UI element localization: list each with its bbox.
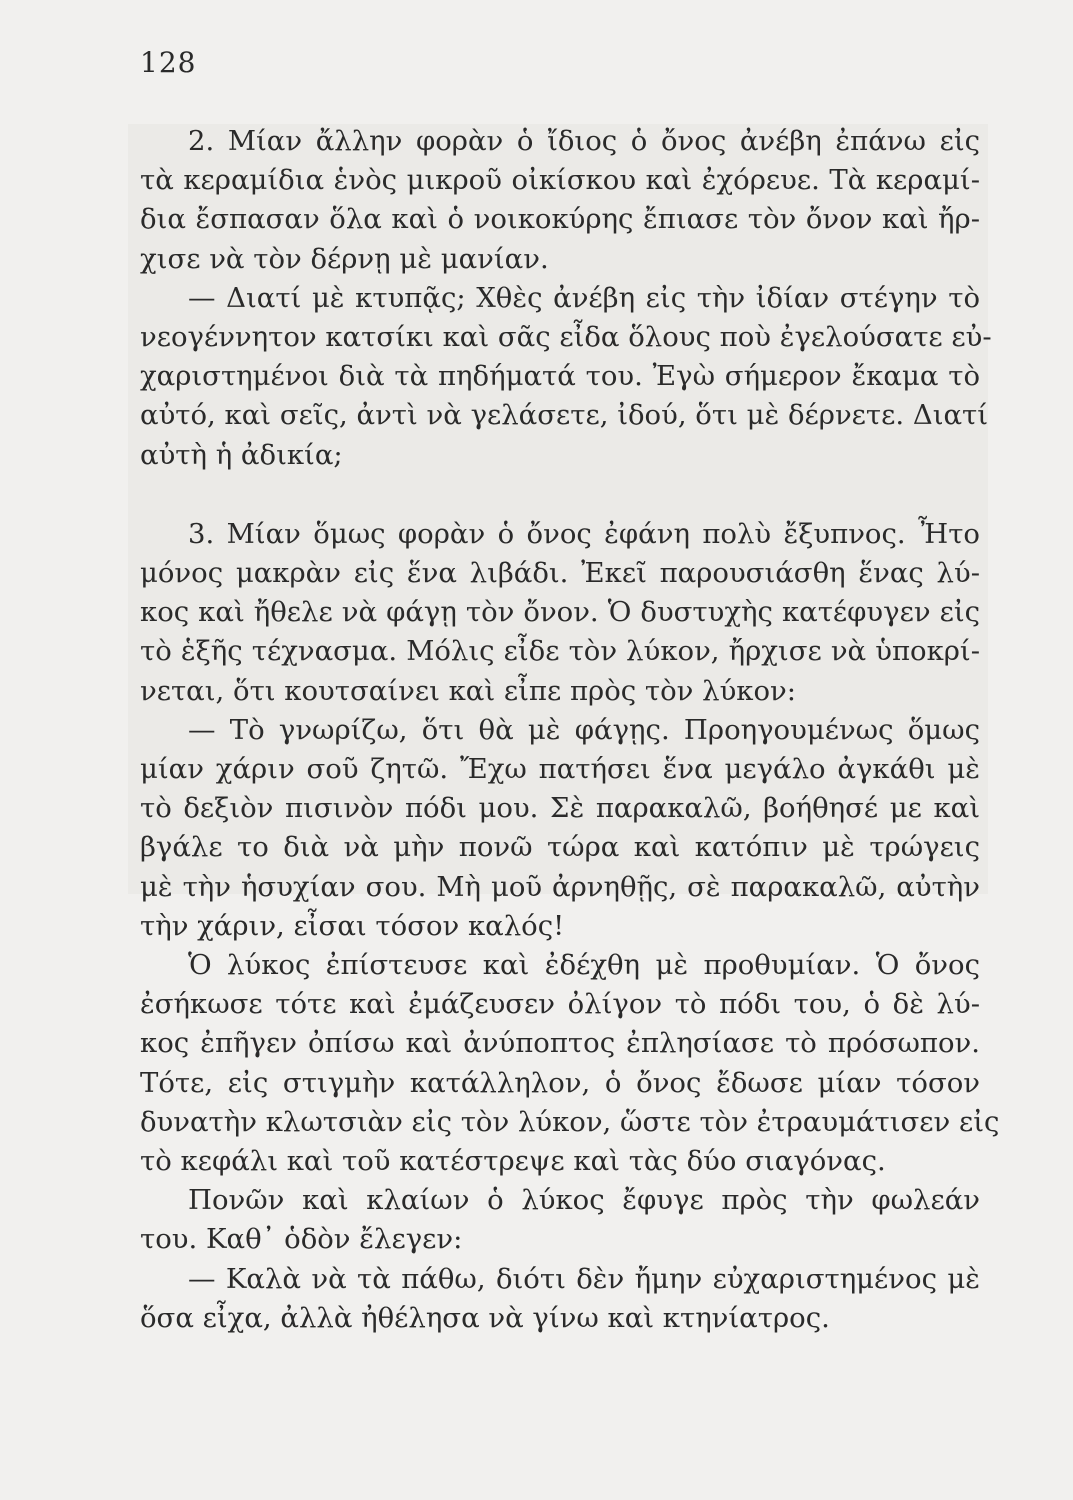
text-line: ὅσα εἶχα, ἀλλὰ ἠθέλησα νὰ γίνω καὶ κτηνίατρος. [140,1301,830,1334]
text-line: ἐσήκωσε τότε καὶ ἐμάζευσεν ὀλίγον τὸ πόδι του, ὁ δὲ λύ- [140,988,980,1021]
text-line: τὴν χάριν, εἶσαι τόσον καλός! [140,909,565,942]
text-line: αὐτό, καὶ σεῖς, ἀντὶ νὰ γελάσετε, ἰδού, ὅτι μὲ δέρνετε. Διατί [140,399,989,432]
text-line: δυνατὴν κλωτσιὰν εἰς τὸν λύκον, ὥστε τὸν ἐτραυμάτισεν εἰς [140,1105,1000,1138]
text-line: χισε νὰ τὸν δέρνῃ μὲ μανίαν. [140,242,549,275]
text-line: χαριστημένοι διὰ τὰ πηδήματά του. Ἐγὼ σήμερον ἔκαμα τὸ [140,360,980,393]
text-line: του. Καθ᾽ ὁδὸν ἔλεγεν: [140,1223,463,1256]
text-line: νεογέννητον κατσίκι καὶ σᾶς εἶδα ὅλους ποὺ ἐγελούσατε εὐ- [140,321,992,354]
paragraph-gap [140,475,980,515]
text-line: κος καὶ ἤθελε νὰ φάγῃ τὸν ὄνον. Ὁ δυστυχὴς κατέφυγεν εἰς [140,596,980,629]
text-line: 3. Μίαν ὅμως φορὰν ὁ ὄνος ἐφάνη πολὺ ἔξυπνος. Ἦτο [188,517,980,550]
text-line: — Καλὰ νὰ τὰ πάθω, διότι δὲν ἤμην εὐχαριστημένος μὲ [188,1262,980,1295]
text-line: — Τὸ γνωρίζω, ὅτι θὰ μὲ φάγῃς. Προηγουμένως ὅμως [188,713,980,746]
text-line: — Διατί μὲ κτυπᾷς; Χθὲς ἀνέβη εἰς τὴν ἰδίαν στέγην τὸ [188,281,980,314]
story-text [140,122,1000,1338]
text-line: δια ἔσπασαν ὅλα καὶ ὁ νοικοκύρης ἔπιασε τὸν ὄνον καὶ ἤρ- [140,203,980,236]
text-line: τὸ δεξιὸν πισινὸν πόδι μου. Σὲ παρακαλῶ, βοήθησέ με καὶ [140,792,980,825]
text-line: βγάλε το διὰ νὰ μὴν πονῶ τώρα καὶ κατόπιν μὲ τρώγεις [140,831,980,864]
text-line: μὲ τὴν ἡσυχίαν σου. Μὴ μοῦ ἀρνηθῇς, σὲ παρακαλῶ, αὐτὴν [140,870,980,903]
text-line: Ὁ λύκος ἐπίστευσε καὶ ἐδέχθη μὲ προθυμίαν. Ὁ ὄνος [188,949,980,982]
text-line: 2. Μίαν ἄλλην φορὰν ὁ ἴδιος ὁ ὄνος ἀνέβη ἐπάνω εἰς [188,125,980,157]
text-line: τὸ ἑξῆς τέχνασμα. Μόλις εἶδε τὸν λύκον, ἤρχισε νὰ ὑποκρί- [140,635,980,668]
text-line: μίαν χάριν σοῦ ζητῶ. Ἔχω πατήσει ἕνα μεγάλο ἀγκάθι μὲ [140,753,980,786]
text-line: Τότε, εἰς στιγμὴν κατάλληλον, ὁ ὄνος ἔδωσε μίαν τόσον [140,1066,980,1099]
text-line: μόνος μακρὰν εἰς ἕνα λιβάδι. Ἐκεῖ παρουσιάσθη ἕνας λύ- [140,557,980,590]
text-line: τὰ κεραμίδια ἑνὸς μικροῦ οἰκίσκου καὶ ἐχόρευε. Τὰ κεραμί- [140,164,980,197]
text-line: Πονῶν καὶ κλαίων ὁ λύκος ἔφυγε πρὸς τὴν φωλεάν [188,1184,980,1217]
text-line: τὸ κεφάλι καὶ τοῦ κατέστρεψε καὶ τὰς δύο σιαγόνας. [140,1145,886,1178]
text-line: αὐτὴ ἡ ἀδικία; [140,438,343,471]
text-line: κος ἐπῆγεν ὀπίσω καὶ ἀνύποπτος ἐπλησίασε τὸ πρόσωπον. [140,1027,980,1060]
text-line: νεται, ὅτι κουτσαίνει καὶ εἶπε πρὸς τὸν λύκον: [140,674,797,707]
page-number: 128 [140,46,197,79]
